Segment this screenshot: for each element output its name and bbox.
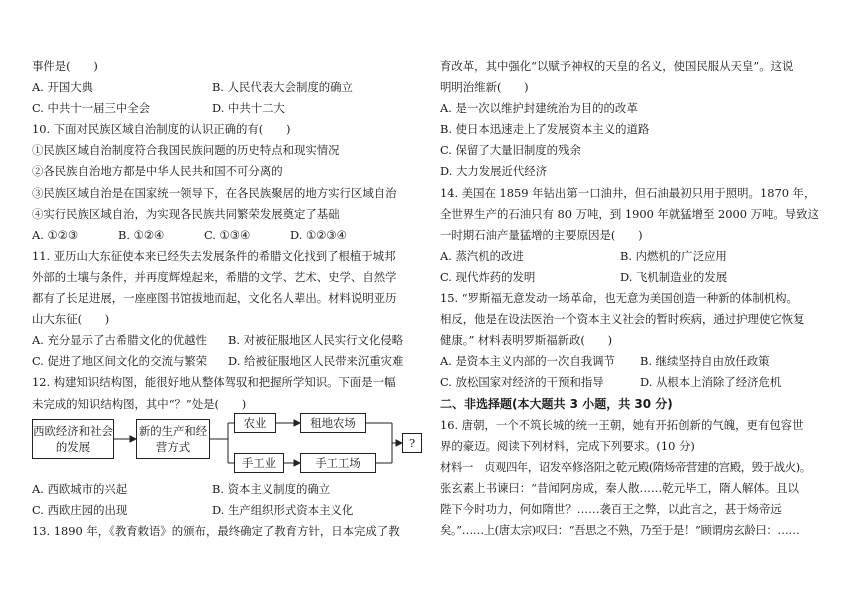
q10-option-b[interactable]: B. ①②④ (118, 227, 165, 242)
q14-options-row-2 (440, 267, 832, 288)
q10-option-a[interactable]: A. ①②③ (32, 227, 79, 242)
q15-options-row-2 (440, 372, 832, 393)
q9-stem-end: 事件是( ) (32, 59, 98, 73)
q15-option-c[interactable]: C. 放松国家对经济的干预和指导 (440, 375, 604, 390)
diagram-box-question: ? (402, 433, 422, 453)
left-column (32, 56, 422, 542)
q12-options-row-2 (32, 500, 422, 521)
q11-line-4: 山大东征( ) (32, 312, 110, 327)
q16-line-5: 陛下今时功力，何如隋世？……袭百王之弊，以此言之，甚于炀帝远 (440, 501, 782, 516)
q11-line-2: 外部的土壤与条件，并再度辉煌起来，希腊的文学、艺术、史学、自然学 (32, 269, 397, 284)
diagram-box-tenant-farm: 租地农场 (300, 413, 366, 433)
q12-option-d[interactable]: D. 生产组织形式资本主义化 (212, 502, 354, 517)
diagram-box-economy: 西欧经济和社会的发展 (32, 419, 114, 459)
q11-options-row-2 (32, 351, 422, 372)
q10-item-1: ①民族区域自治制度符合我国民族问题的历史特点和现实情况 (32, 143, 340, 158)
q16-line-4: 张玄素上书谏曰：“昔闻阿房成，秦人散……乾元毕工，隋人解体。且以 (440, 480, 799, 495)
q14-options-row-1 (440, 246, 832, 267)
right-column (440, 56, 832, 541)
q16-line-6: 矣。”……上(唐太宗)叹曰：“吾思之不熟，乃至于是！”顾谓房玄龄曰：…… (440, 523, 800, 538)
q11-line-3: 都有了长足进展，一座座图书馆拔地而起，文化名人辈出。材料说明亚历 (32, 291, 397, 306)
q15-line-2: 相反，他是在设法医治一个资本主义社会的暂时疾病，通过护理使它恢复 (440, 312, 805, 327)
q10-option-c[interactable]: C. ①③④ (204, 227, 251, 242)
q15-option-b[interactable]: B. 继续坚持自由放任政策 (640, 354, 770, 369)
q11-line-1: 11. 亚历山大东征使本来已经失去发展条件的希腊文化找到了根植于城邦 (32, 248, 396, 263)
q9-options-row-1 (32, 77, 422, 98)
q14-option-b[interactable]: B. 内燃机的广泛应用 (620, 248, 727, 263)
diagram-box-workshop: 手工工场 (300, 453, 376, 473)
q9-option-d[interactable]: D. 中共十二大 (212, 101, 285, 116)
q15-options-row-1 (440, 351, 832, 372)
q10-item-2: ②各民族自治地方都是中华人民共和国不可分离的 (32, 164, 283, 179)
q13-line-2: 育改革，其中强化“以赋予神权的天皇的名义，使国民服从天皇”。这说 (440, 59, 794, 73)
q14-option-c[interactable]: C. 现代炸药的发明 (440, 269, 536, 284)
q10-item-4: ④实行民族区域自治，为实现各民族共同繁荣发展奠定了基础 (32, 206, 340, 221)
q11-option-a[interactable]: A. 充分显示了古希腊文化的优越性 (32, 333, 207, 348)
q13-option-b[interactable]: B. 使日本迅速走上了发展资本主义的道路 (440, 122, 650, 137)
q9-option-a[interactable]: A. 开国大典 (32, 80, 94, 95)
diagram-box-agriculture: 农业 (234, 413, 276, 433)
q15-line-1: 15. “罗斯福无意发动一场革命，也无意为美国创造一种新的体制机构。 (440, 291, 798, 306)
q9-options-row-2 (32, 98, 422, 119)
q11-option-b[interactable]: B. 对被征服地区人民实行文化侵略 (228, 333, 404, 348)
q10-option-d[interactable]: D. ①②③④ (290, 227, 347, 242)
q15-line-3: 健康。” 材料表明罗斯福新政( ) (440, 333, 613, 348)
q12-option-b[interactable]: B. 资本主义制度的确立 (212, 481, 331, 496)
section-2-heading: 二、非选择题(本大题共 3 小题，共 30 分) (440, 396, 673, 411)
q13-option-c[interactable]: C. 保留了大量旧制度的残余 (440, 143, 581, 158)
diagram-box-handicraft: 手工业 (234, 453, 284, 473)
q15-option-d[interactable]: D. 从根本上消除了经济危机 (640, 375, 782, 390)
q13-option-a[interactable]: A. 是一次以维护封建统治为目的的改革 (440, 101, 638, 116)
q14-option-d[interactable]: D. 飞机制造业的发展 (620, 269, 728, 284)
q10-item-3: ③民族区域自治是在国家统一领导下，在各民族聚居的地方实行区域自治 (32, 185, 397, 200)
q11-option-c[interactable]: C. 促进了地区间文化的交流与繁荣 (32, 354, 208, 369)
q10-stem: 10. 下面对民族区域自治制度的认识正确的有( ) (32, 122, 291, 137)
q12-options-row-1 (32, 479, 422, 500)
q12-line-1: 12. 构建知识结构图，能很好地从整体驾驭和把握所学知识。下面是一幅 (32, 375, 396, 390)
diagram-box-new-production: 新的生产和经营方式 (136, 419, 210, 459)
q13-line-1: 13. 1890 年，《教育敕语》的颁布，最终确定了教育方针，日本完成了教 (32, 523, 400, 538)
q14-option-a[interactable]: A. 蒸汽机的改进 (440, 248, 524, 263)
q12-option-c[interactable]: C. 西欧庄园的出现 (32, 502, 128, 517)
q12-knowledge-diagram (32, 417, 422, 479)
q11-option-d[interactable]: D. 给被征服地区人民带来沉重灾难 (228, 354, 404, 369)
q9-option-c[interactable]: C. 中共十一届三中全会 (32, 101, 151, 116)
q13-option-d[interactable]: D. 大力发展近代经济 (440, 164, 548, 179)
q13-line-3: 明明治维新( ) (440, 80, 529, 95)
q16-line-3: 材料一 贞观四年，诏发卒修洛阳之乾元殿(隋炀帝营建的宫殿，毁于战火)。 (440, 459, 811, 474)
q12-line-2: 未完成的知识结构图，其中“？”处是( ) (32, 396, 247, 411)
q14-line-1: 14. 美国在 1859 年钻出第一口油井，但石油最初只用于照明。1870 年， (440, 185, 816, 200)
q10-options (32, 225, 422, 246)
q14-line-3: 一时期石油产量猛增的主要原因是( ) (440, 227, 643, 242)
q12-option-a[interactable]: A. 西欧城市的兴起 (32, 481, 128, 496)
q11-options-row-1 (32, 330, 422, 351)
q14-line-2: 全世界生产的石油只有 80 万吨，到 1900 年就猛增至 2000 万吨。导致这 (440, 206, 819, 221)
q9-option-b[interactable]: B. 人民代表大会制度的确立 (212, 80, 353, 95)
q16-line-1: 16. 唐朝，一个不筑长城的统一王朝，她有开拓创新的气魄，更有包容世 (440, 417, 804, 432)
q16-line-2: 界的豪迈。阅读下列材料，完成下列要求。(10 分) (440, 438, 695, 453)
q15-option-a[interactable]: A. 是资本主义内部的一次自我调节 (440, 354, 615, 369)
